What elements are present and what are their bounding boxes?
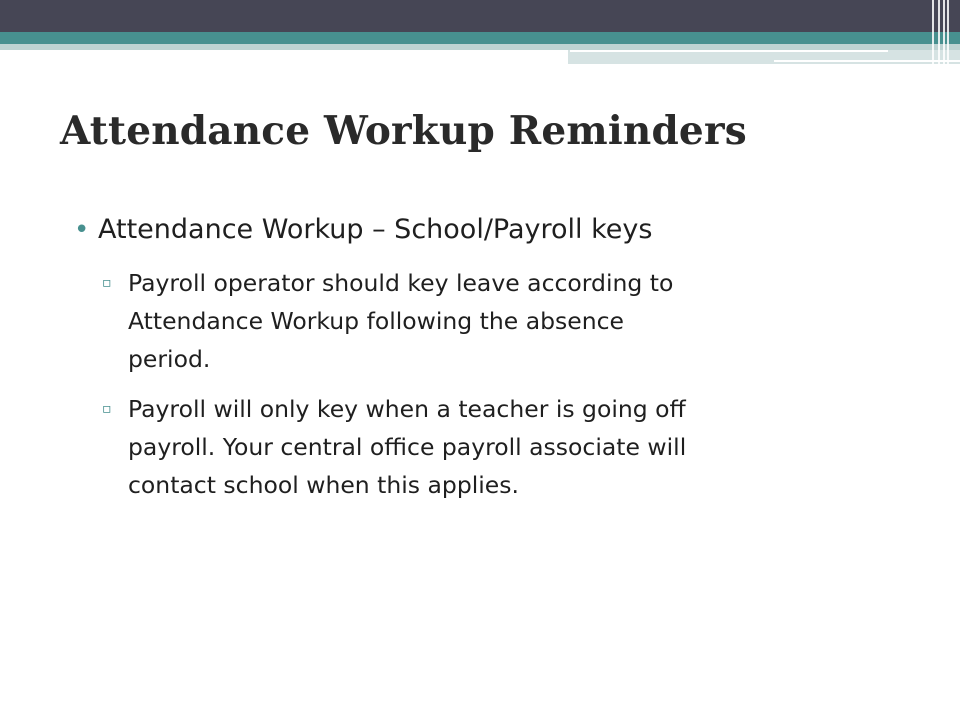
subbullet-line: Payroll will only key when a teacher is going off bbox=[128, 395, 686, 423]
stripe bbox=[932, 0, 934, 64]
slide-title: Attendance Workup Reminders bbox=[60, 108, 747, 154]
subbullet-line: payroll. Your central office payroll associate will bbox=[128, 433, 687, 461]
subbullet-marker: ▫ bbox=[102, 275, 112, 291]
subbullet-line: period. bbox=[128, 345, 211, 373]
subbullet-line: contact school when this applies. bbox=[128, 471, 519, 499]
slide-body bbox=[74, 210, 904, 516]
subbullet-line: Attendance Workup following the absence bbox=[128, 307, 625, 335]
bullet-item bbox=[74, 210, 904, 250]
subbullet-item bbox=[74, 264, 904, 378]
header-stripes-decoration bbox=[928, 0, 960, 64]
header-band-dark bbox=[0, 0, 960, 32]
bullet-text: Attendance Workup – School/Payroll keys bbox=[98, 214, 653, 245]
header-band-teal bbox=[0, 32, 960, 44]
stripe bbox=[947, 0, 949, 64]
header-divider-line bbox=[570, 50, 888, 52]
subbullet-marker: ▫ bbox=[102, 401, 112, 417]
subbullet-item bbox=[74, 390, 904, 504]
subbullet-line: Payroll operator should key leave according to bbox=[128, 269, 674, 297]
bullet-marker: • bbox=[74, 215, 90, 245]
stripe bbox=[938, 0, 940, 64]
stripe bbox=[943, 0, 945, 64]
